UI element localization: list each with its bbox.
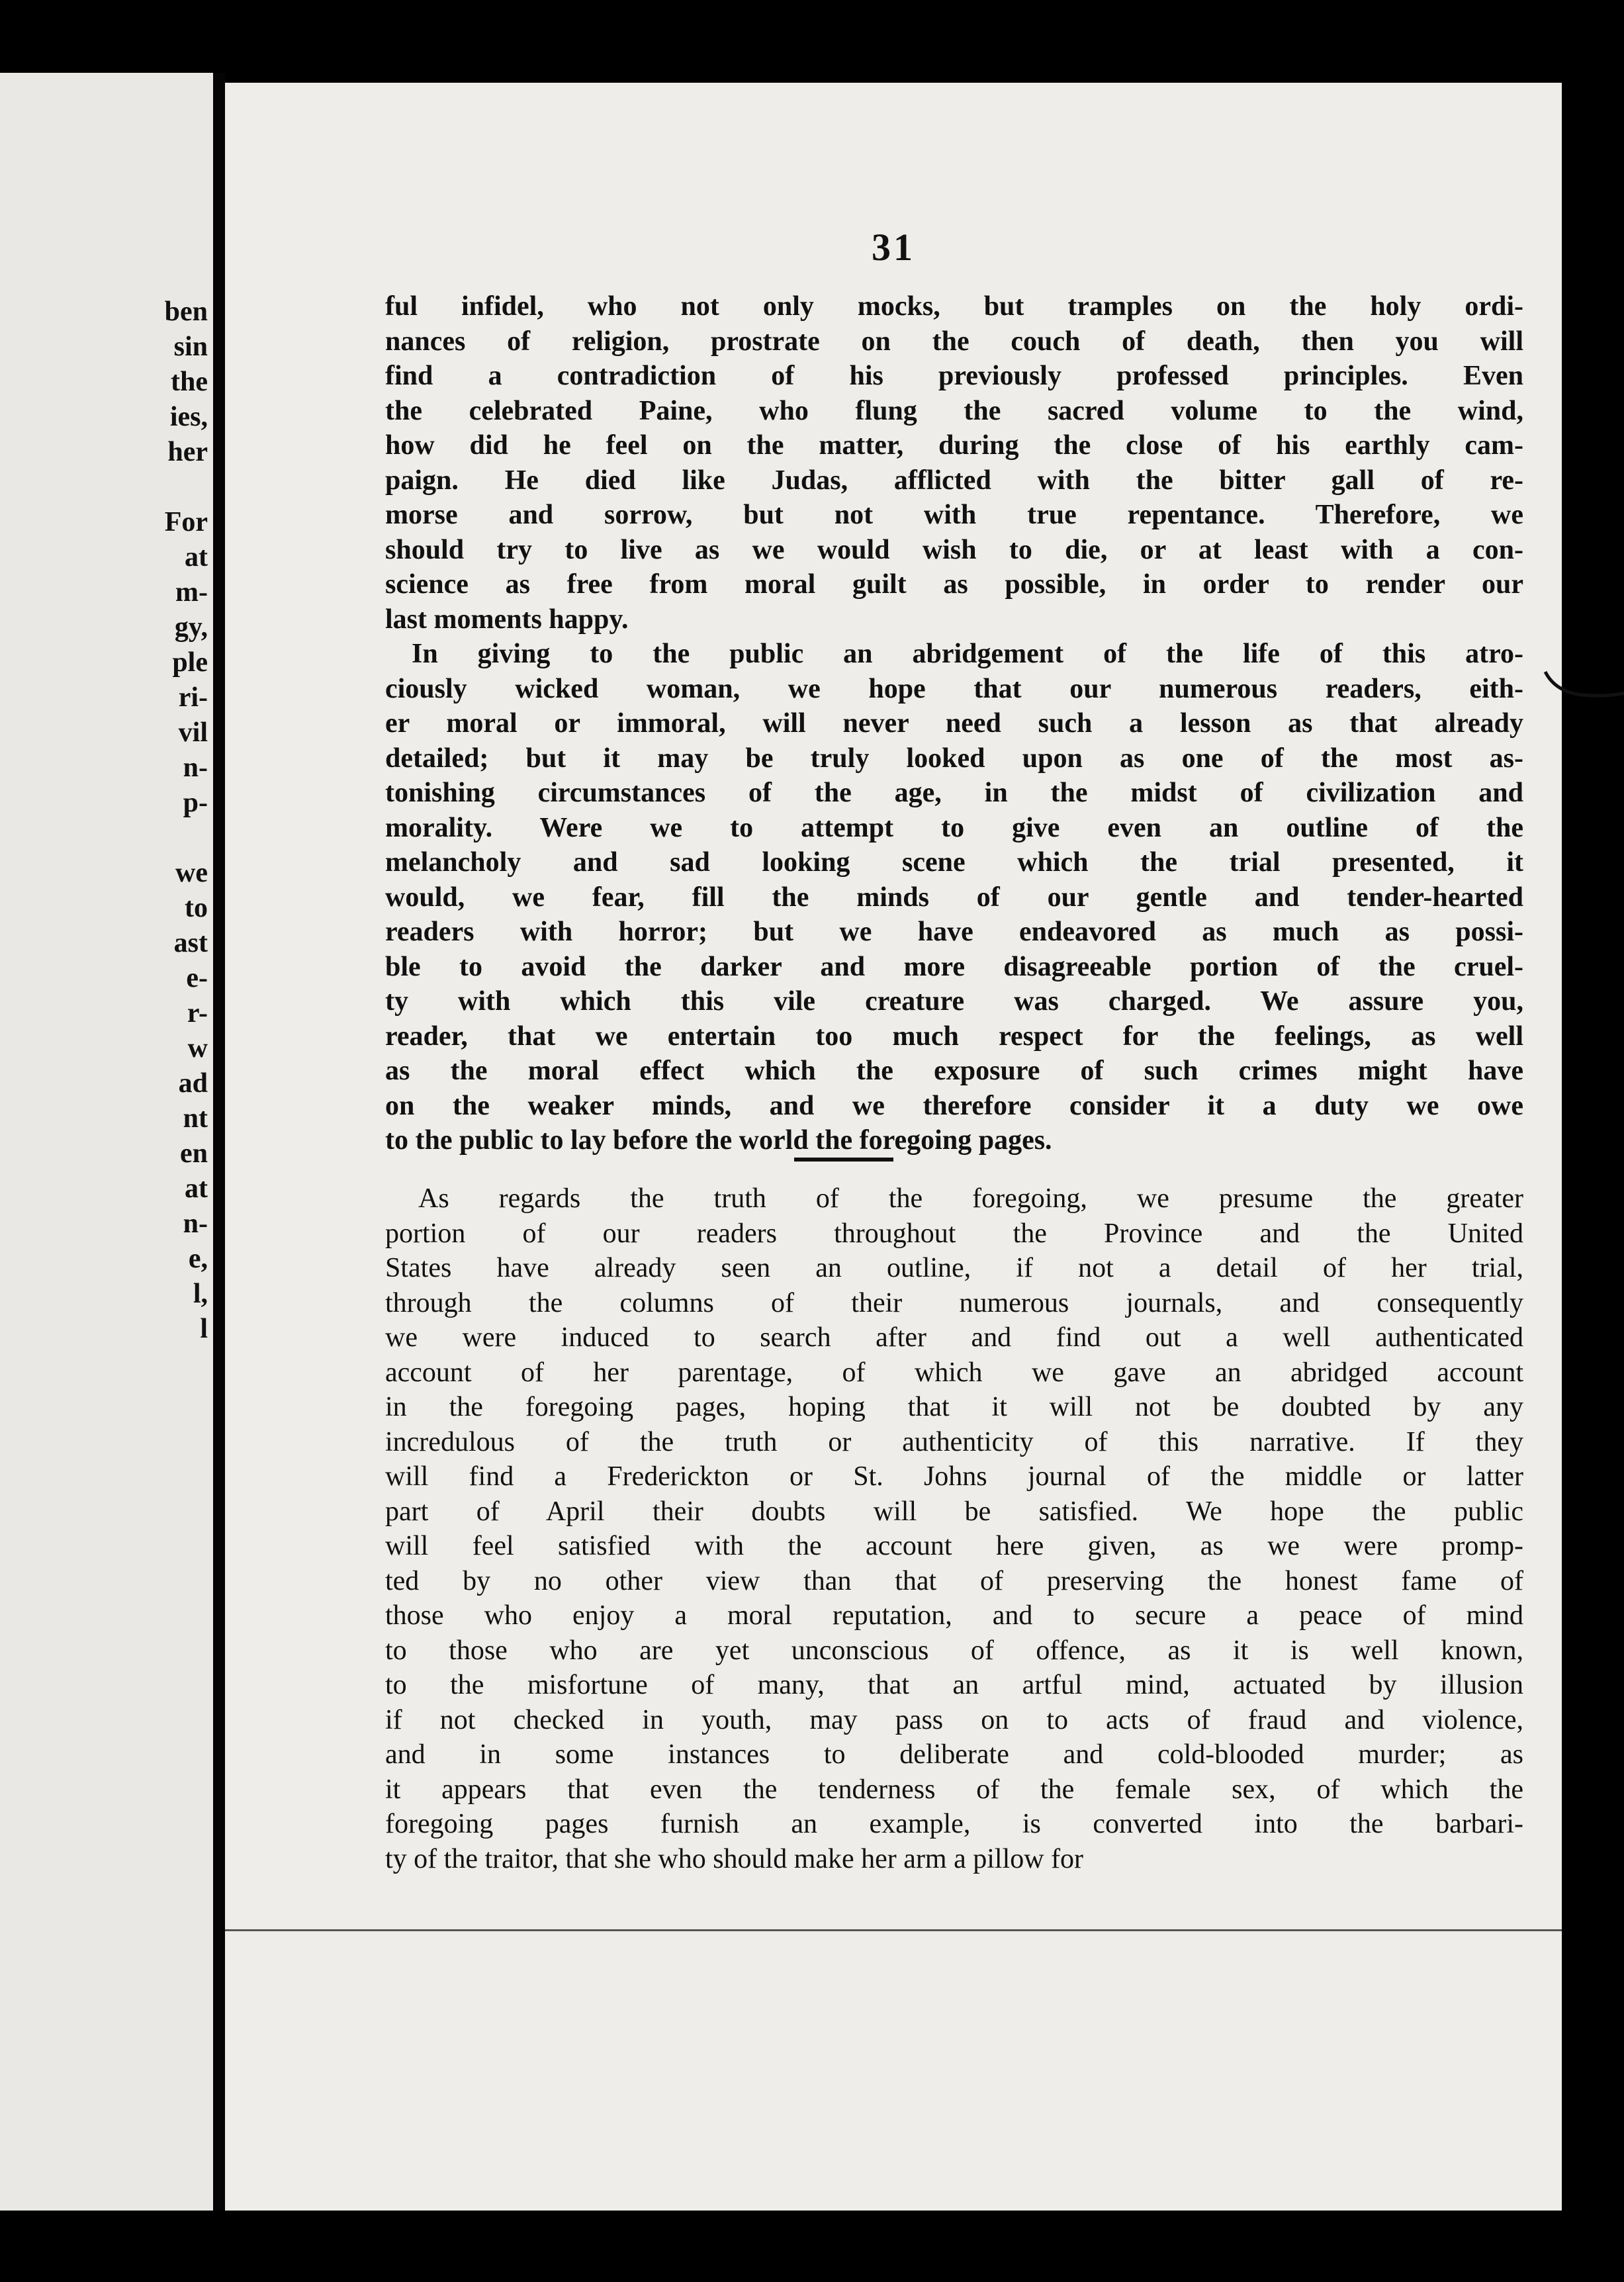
fragment-line: For	[164, 507, 208, 537]
text-line: In giving to the public an abridgement of the life of this atro-	[412, 639, 1523, 669]
fragment-line: her	[167, 437, 208, 467]
text-line: in the foregoing pages, hoping that it will not be doubted by any	[385, 1392, 1523, 1422]
text-line: will find a Frederickton or St. Johns journal of the middle or latter	[385, 1461, 1523, 1492]
text-line: nances of religion, prostrate on the couch of death, then you will	[385, 326, 1523, 357]
fragment-line: the	[171, 367, 208, 397]
book-spine	[213, 73, 225, 2211]
text-line: readers with horror; but we have endeavored as much as possi-	[385, 917, 1523, 947]
fragment-line: at	[185, 542, 208, 572]
text-line: those who enjoy a moral reputation, and to secure a peace of mind	[385, 1600, 1523, 1631]
fragment-line: n-	[183, 753, 208, 783]
previous-page-fragment	[0, 73, 213, 2211]
fragment-line: nt	[183, 1103, 208, 1134]
text-line: paign. He died like Judas, afflicted with the bitter gall of re-	[385, 465, 1523, 496]
page-number: 31	[872, 226, 915, 269]
text-line: as the moral effect which the exposure of such crimes might have	[385, 1056, 1523, 1086]
text-line: it appears that even the tenderness of the female sex, of which the	[385, 1774, 1523, 1805]
text-line: reader, that we entertain too much respect for the feelings, as well	[385, 1021, 1523, 1052]
fragment-line: sin	[173, 332, 208, 362]
fragment-line: l,	[193, 1279, 208, 1309]
fragment-line: at	[185, 1173, 208, 1204]
text-line: portion of our readers throughout the Province and the United	[385, 1218, 1523, 1249]
fragment-line: to	[185, 893, 208, 923]
text-line: if not checked in youth, may pass on to acts of fraud and violence,	[385, 1704, 1523, 1735]
text-line: the celebrated Paine, who flung the sacred volume to the wind,	[385, 395, 1523, 426]
fragment-line: ies,	[169, 402, 208, 432]
text-line: and in some instances to deliberate and cold-blooded murder; as	[385, 1739, 1523, 1770]
fragment-line: gy,	[174, 612, 208, 643]
text-line: ty of the traitor, that she who should make her arm a pillow for	[385, 1843, 1084, 1874]
fragment-line: r-	[187, 998, 208, 1028]
fragment-line: vil	[178, 717, 208, 748]
text-line: ble to avoid the darker and more disagreeable portion of the cruel-	[385, 951, 1523, 982]
text-line: should try to live as we would wish to die, or at least with a con-	[385, 534, 1523, 565]
text-line: States have already seen an outline, if not a detail of her trial,	[385, 1253, 1523, 1283]
book-page	[225, 83, 1562, 2211]
text-line: find a contradiction of his previously professed principles. Even	[385, 361, 1523, 391]
fragment-line: e-	[186, 963, 208, 993]
fragment-line: ple	[172, 647, 208, 678]
fragment-line: p-	[183, 788, 208, 818]
fragment-line: n-	[183, 1209, 208, 1239]
fragment-line: w	[187, 1033, 208, 1064]
fragment-line: m-	[175, 577, 208, 608]
text-line: to those who are yet unconscious of offence, as it is well known,	[385, 1635, 1523, 1666]
text-line: As regards the truth of the foregoing, we presume the greater	[418, 1183, 1523, 1214]
fragment-line: en	[180, 1138, 208, 1169]
text-line: through the columns of their numerous journals, and consequently	[385, 1287, 1523, 1318]
text-line: to the public to lay before the world the foregoing pages.	[385, 1125, 1052, 1156]
text-line: will feel satisfied with the account here given, as we were promp-	[385, 1531, 1523, 1561]
text-line: er moral or immoral, will never need such a lesson as that already	[385, 708, 1523, 739]
bottom-rule	[225, 1929, 1562, 1931]
text-line: on the weaker minds, and we therefore consider it a duty we owe	[385, 1090, 1523, 1121]
upper-text-block	[385, 289, 1523, 1158]
text-line: would, we fear, fill the minds of our gentle and tender-hearted	[385, 882, 1523, 913]
text-line: morality. Were we to attempt to give even an outline of the	[385, 812, 1523, 843]
text-line: foregoing pages furnish an example, is converted into the barbari-	[385, 1809, 1523, 1839]
text-line: we were induced to search after and find out a well authenticated	[385, 1322, 1523, 1353]
paragraph-2	[385, 637, 1523, 1158]
text-line: to the misfortune of many, that an artful mind, actuated by illusion	[385, 1670, 1523, 1700]
fragment-line: ad	[178, 1068, 208, 1099]
text-line: last moments happy.	[385, 604, 629, 635]
fragment-line	[102, 821, 208, 856]
fragment-line: ben	[164, 297, 208, 327]
text-line: how did he feel on the matter, during the close of his earthly cam-	[385, 430, 1523, 461]
text-line: detailed; but it may be truly looked upon as one of the most as-	[385, 743, 1523, 774]
previous-page-text	[102, 295, 208, 1347]
paragraph-1	[385, 289, 1523, 637]
fragment-line: e,	[188, 1244, 208, 1274]
section-separator	[794, 1158, 893, 1162]
fragment-line: we	[175, 858, 208, 888]
text-line: science as free from moral guilt as possible, in order to render our	[385, 569, 1523, 600]
fragment-line: l	[200, 1314, 208, 1344]
text-line: melancholy and sad looking scene which the trial presented, it	[385, 847, 1523, 878]
fragment-line: ri-	[178, 682, 208, 713]
text-line: part of April their doubts will be satisfied. We hope the public	[385, 1496, 1523, 1527]
lower-text-block	[385, 1181, 1523, 1876]
text-line: account of her parentage, of which we gave an abridged account	[385, 1357, 1523, 1388]
text-line: ciously wicked woman, we hope that our numerous readers, eith-	[385, 673, 1523, 704]
fragment-line	[102, 470, 208, 505]
pen-mark	[1542, 665, 1624, 705]
text-line: ful infidel, who not only mocks, but tramples on the holy ordi-	[385, 291, 1523, 322]
text-line: ted by no other view than that of preserving the honest fame of	[385, 1565, 1523, 1596]
fragment-line: ast	[173, 928, 208, 958]
text-line: morse and sorrow, but not with true repentance. Therefore, we	[385, 500, 1523, 530]
paragraph-3	[385, 1181, 1523, 1876]
text-line: incredulous of the truth or authenticity of this narrative. If they	[385, 1426, 1523, 1457]
text-line: ty with which this vile creature was charged. We assure you,	[385, 986, 1523, 1017]
text-line: tonishing circumstances of the age, in the midst of civilization and	[385, 778, 1523, 808]
